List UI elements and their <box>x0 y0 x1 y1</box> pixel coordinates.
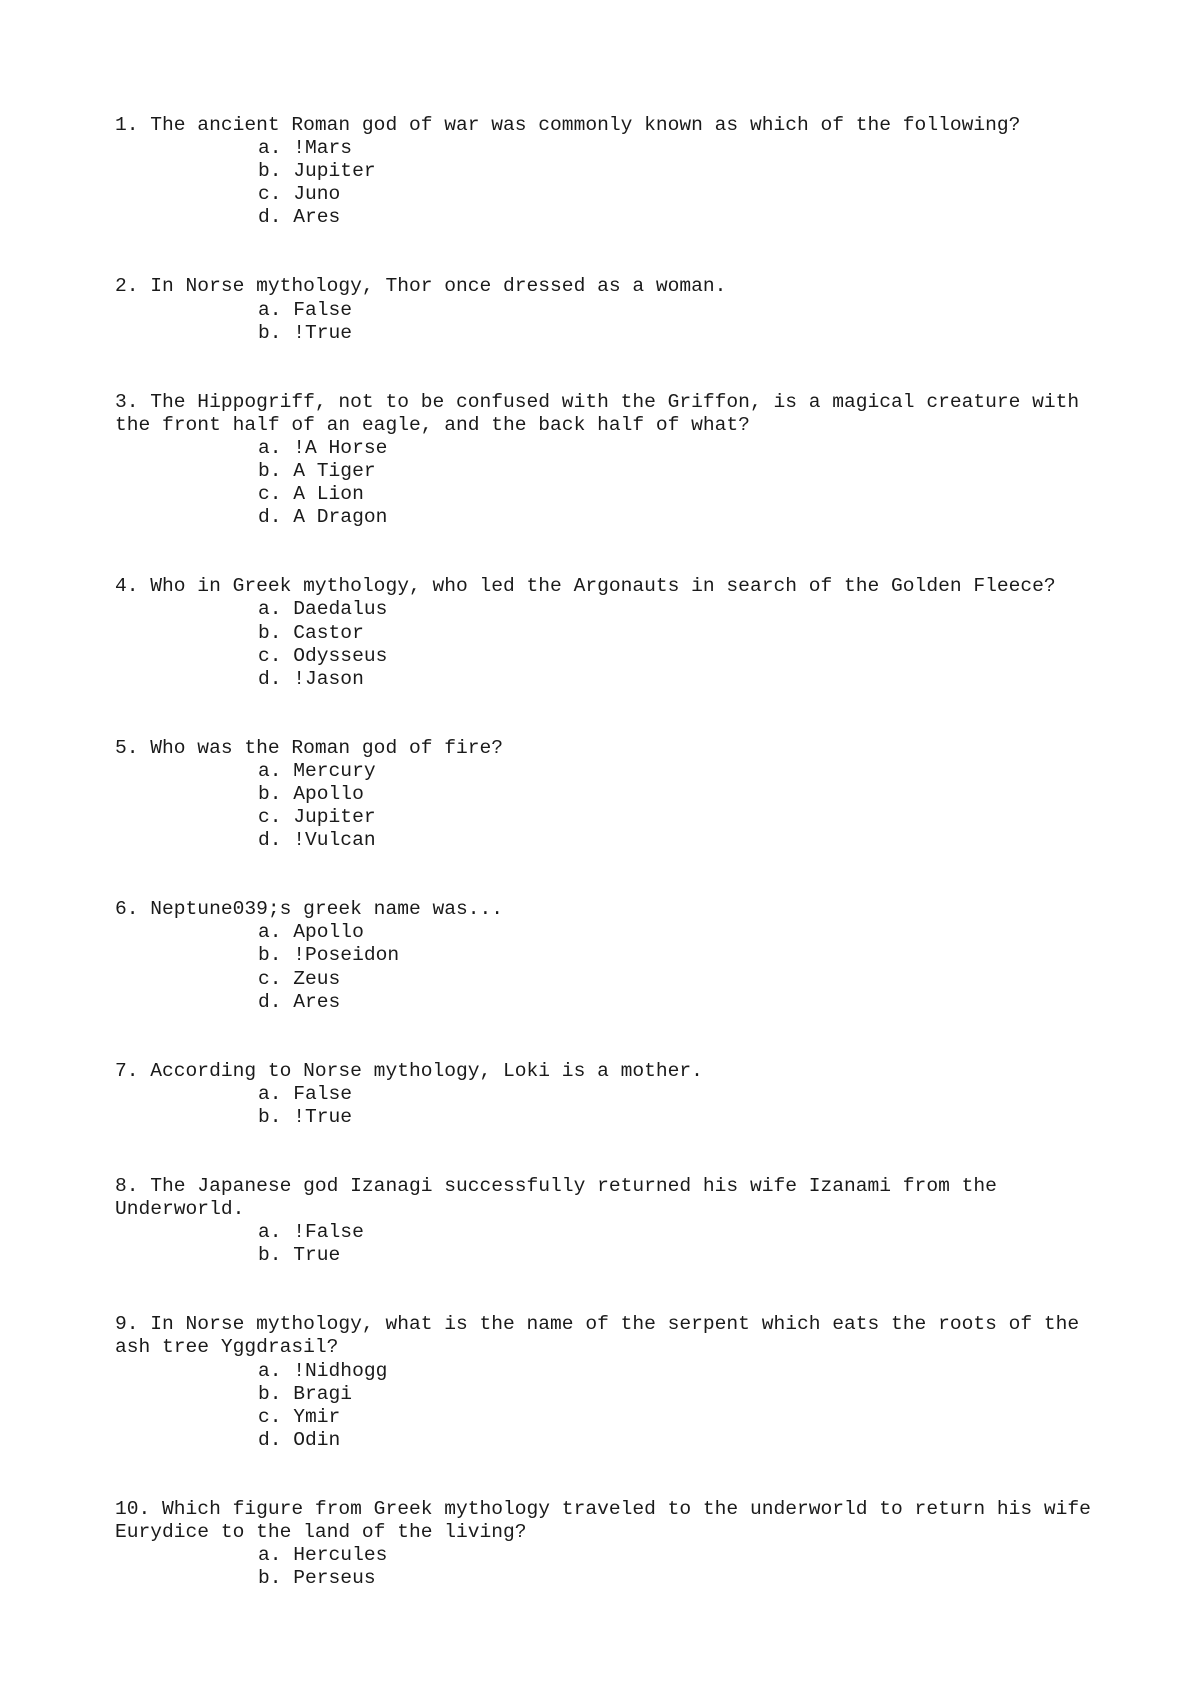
question-text: 5. Who was the Roman god of fire? <box>115 736 504 759</box>
answer-option: b. Bragi <box>258 1382 353 1405</box>
answer-option: b. !True <box>258 321 353 344</box>
question-4 <box>115 575 1115 690</box>
answer-option: d. Ares <box>258 990 341 1013</box>
question-9 <box>115 1313 1115 1452</box>
question-1 <box>115 114 1115 229</box>
question-text: 2. In Norse mythology, Thor once dressed as a woman. <box>115 275 727 298</box>
answer-options <box>115 598 1115 690</box>
answer-option: a. False <box>258 1082 353 1105</box>
question-10 <box>115 1498 1115 1590</box>
answer-options <box>115 760 1115 852</box>
answer-option: b. A Tiger <box>258 460 376 483</box>
answer-option: a. Hercules <box>258 1544 388 1567</box>
answer-option: a. !A Horse <box>258 436 388 459</box>
answer-option: c. Jupiter <box>258 806 376 829</box>
question-text: 9. In Norse mythology, what is the name of the serpent which eats the roots of the ash tree Yggdrasil? <box>115 1313 1091 1359</box>
answer-option: c. Juno <box>258 183 341 206</box>
answer-option: b. !Poseidon <box>258 944 400 967</box>
answer-option: c. Ymir <box>258 1405 341 1428</box>
question-7 <box>115 1060 1115 1129</box>
answer-option: a. Apollo <box>258 921 364 944</box>
answer-options <box>115 137 1115 229</box>
answer-options <box>115 1221 1115 1267</box>
answer-option: b. !True <box>258 1105 353 1128</box>
question-text: 3. The Hippogriff, not to be confused with the Griffon, is a magical creature with the front half of an eagle, and the back half of what? <box>115 390 1091 436</box>
question-3 <box>115 391 1115 530</box>
question-text: 6. Neptune039;s greek name was... <box>115 898 504 921</box>
answer-option: d. Ares <box>258 206 341 229</box>
answer-options <box>115 1544 1115 1590</box>
answer-option: b. Castor <box>258 621 364 644</box>
answer-option: c. A Lion <box>258 483 364 506</box>
answer-option: d. !Jason <box>258 667 364 690</box>
answer-option: b. Apollo <box>258 782 364 805</box>
answer-option: b. True <box>258 1244 341 1267</box>
answer-options <box>115 437 1115 529</box>
question-text: 4. Who in Greek mythology, who led the Argonauts in search of the Golden Fleece? <box>115 575 1056 598</box>
answer-option: a. !Nidhogg <box>258 1359 388 1382</box>
question-text: 7. According to Norse mythology, Loki is a mother. <box>115 1059 703 1082</box>
question-text: 1. The ancient Roman god of war was commonly known as which of the following? <box>115 114 1021 136</box>
answer-option: d. A Dragon <box>258 506 388 529</box>
answer-option: a. !False <box>258 1221 364 1244</box>
answer-option: c. Odysseus <box>258 644 388 667</box>
answer-option: d. !Vulcan <box>258 829 376 852</box>
answer-option: a. Daedalus <box>258 598 388 621</box>
question-8 <box>115 1175 1115 1267</box>
answer-options <box>115 1083 1115 1129</box>
question-text: 10. Which figure from Greek mythology traveled to the underworld to return his wife Eurydice to the land of the living? <box>115 1497 1103 1544</box>
answer-option: c. Zeus <box>258 967 341 990</box>
answer-option: b. Jupiter <box>258 160 376 183</box>
question-2 <box>115 275 1115 344</box>
answer-options <box>115 1360 1115 1452</box>
answer-options <box>115 299 1115 345</box>
answer-options <box>115 921 1115 1013</box>
answer-option: b. Perseus <box>258 1567 376 1590</box>
answer-option: a. !Mars <box>258 137 353 160</box>
answer-option: a. False <box>258 298 353 321</box>
question-6 <box>115 898 1115 1013</box>
question-text: 8. The Japanese god Izanagi successfully returned his wife Izanami from the Underworld. <box>115 1175 1009 1221</box>
answer-option: a. Mercury <box>258 759 376 782</box>
question-5 <box>115 737 1115 852</box>
quiz-question-list <box>115 114 1115 1636</box>
answer-option: d. Odin <box>258 1428 341 1451</box>
